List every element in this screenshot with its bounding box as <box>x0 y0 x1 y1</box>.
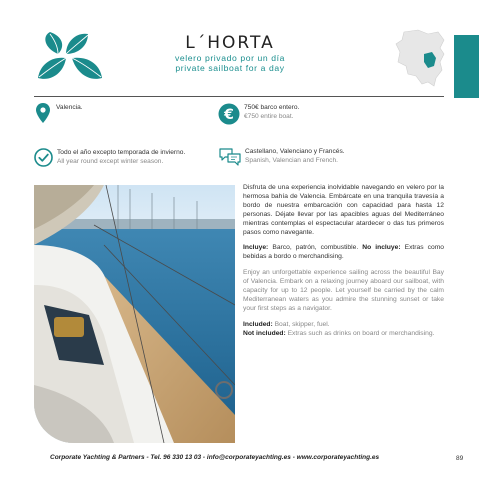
includes-en <box>243 321 444 339</box>
price-es: 750€ barco entero. <box>244 104 300 111</box>
season-info <box>57 149 185 166</box>
speech-bubbles-icon <box>218 147 242 166</box>
description-es: Disfruta de una experiencia inolvidable navegando en velero por la hermosa bahía de Valencia. Embárcate en una tranquila travesía a bordo de nuestra embarcación con capacidad para hasta 12 personas. Déjate llevar por las apacibles aguas del Mediterráneo mientras contemplas el espectacular atardecer o das tus primeros pasos como navegante. <box>243 184 444 236</box>
region-map-icon <box>394 28 450 88</box>
checkmark-badge-icon <box>34 148 53 167</box>
not-includes-es-label: No incluye: <box>362 244 401 252</box>
footer-contact: Corporate Yachting & Partners - Tel. 96 330 13 03 - info@corporateyachting.es - www.corporateyachting.es <box>50 454 380 461</box>
page-title: L´HORTA <box>185 33 275 53</box>
location-text: Valencia. <box>56 104 83 111</box>
page-number: 89 <box>456 455 464 462</box>
leaf-logo-icon <box>36 30 104 86</box>
languages-en: Spanish, Valencian and French. <box>245 156 338 164</box>
season-es: Todo el año excepto temporada de invierno. <box>57 149 186 156</box>
section-tab <box>454 35 479 98</box>
subtitle-es: velero privado por un día <box>174 53 286 63</box>
includes-en-text: Boat, skipper, fuel. <box>272 320 330 328</box>
price-info <box>244 104 299 121</box>
not-includes-es-text: Extras como bebidas a bordo o merchandising. <box>243 244 445 261</box>
not-includes-en-text: Extras such as drinks on board or merchandising. <box>285 329 435 337</box>
includes-es-text: Barco, patrón, combustible. <box>268 244 363 252</box>
euro-icon <box>218 103 240 125</box>
not-includes-en-label: Not included: <box>243 329 286 337</box>
svg-text:€: € <box>224 107 234 123</box>
location-info <box>56 104 83 113</box>
header <box>120 33 340 73</box>
header-divider <box>34 96 444 97</box>
season-en: All year round except winter season. <box>57 157 164 165</box>
includes-es <box>243 244 444 262</box>
includes-en-label: Included: <box>243 320 273 328</box>
subtitle-en: private sailboat for a day <box>175 63 285 73</box>
description <box>243 184 444 346</box>
languages-info <box>245 148 345 165</box>
price-en: €750 entire boat. <box>244 112 294 120</box>
includes-es-label: Incluye: <box>243 244 269 252</box>
languages-es: Castellano, Valenciano y Francés. <box>245 148 345 155</box>
location-pin-icon <box>36 103 50 123</box>
sailboat-photo <box>34 185 235 443</box>
description-en: Enjoy an unforgettable experience sailing across the beautiful Bay of Valencia. Embark on a relaxing journey aboard our sailboat, with capacity for up to 12 people. Let yourself be carried by the calm Mediterranean waters as you admire the stunning sunset or take your first steps as a navigator. <box>243 269 444 312</box>
